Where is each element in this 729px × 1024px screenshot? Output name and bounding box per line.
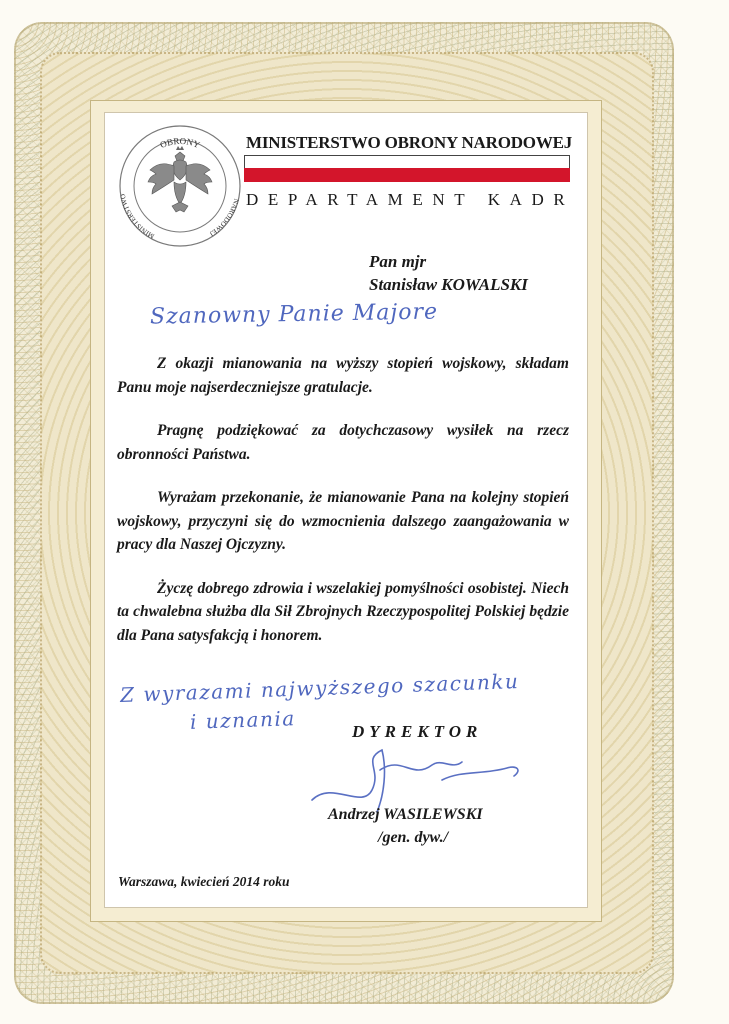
letter-body (117, 352, 569, 667)
emblem-ring-top: OBRONY (158, 135, 202, 150)
eagle-emblem-icon (116, 122, 244, 250)
polish-flag-bar (244, 155, 570, 182)
emblem-ring-right: NARODOWEJ (208, 197, 241, 238)
flag-white-stripe (244, 155, 570, 168)
place-and-date: Warszawa, kwiecień 2014 roku (118, 874, 290, 889)
addressee-name: Stanisław KOWALSKI (369, 275, 528, 294)
handwritten-closing-line2: i uznania (189, 706, 297, 734)
paragraph-4: Życzę dobrego zdrowia i wszelakiej pomyślności osobistej. Niech ta chwalebna służba dla Sił Zbrojnych Rzeczypospolitej Polskiej będzie dla Pana satysfakcją i honorem. (117, 579, 569, 644)
director-rank: /gen. dyw./ (378, 829, 449, 846)
svg-text:OBRONY (159, 136, 202, 150)
addressee (369, 250, 528, 296)
ministry-name: MINISTERSTWO OBRONY NARODOWEJ (246, 133, 573, 152)
addressee-rank: Pan mjr (369, 252, 427, 271)
department-name: DEPARTAMENT KADR (246, 190, 575, 209)
handwritten-greeting: Szanowny Panie Majore (149, 299, 439, 330)
director-title: DYREKTOR (352, 722, 483, 741)
paragraph-1: Z okazji mianowania na wyższy stopień wojskowy, składam Panu moje najserdeczniejsze gratulacje. (117, 355, 569, 396)
emblem-ring-left: MINISTERSTWO (118, 193, 156, 241)
paragraph-3: Wyrażam przekonanie, że mianowanie Pana na kolejny stopień wojskowy, przyczyni się do wzmocnienia dalszego zaangażowania w pracy dla Naszej Ojczyzny. (117, 489, 569, 553)
paragraph-2: Pragnę podziękować za dotychczasowy wysiłek na rzecz obronności Państwa. (117, 422, 569, 463)
svg-text:MINISTERSTWO (119, 193, 156, 240)
handwritten-closing-line1: Z wyrazami najwyższego szacunku (119, 669, 520, 707)
director-name: Andrzej WASILEWSKI (328, 806, 483, 823)
flag-red-stripe (244, 168, 570, 182)
